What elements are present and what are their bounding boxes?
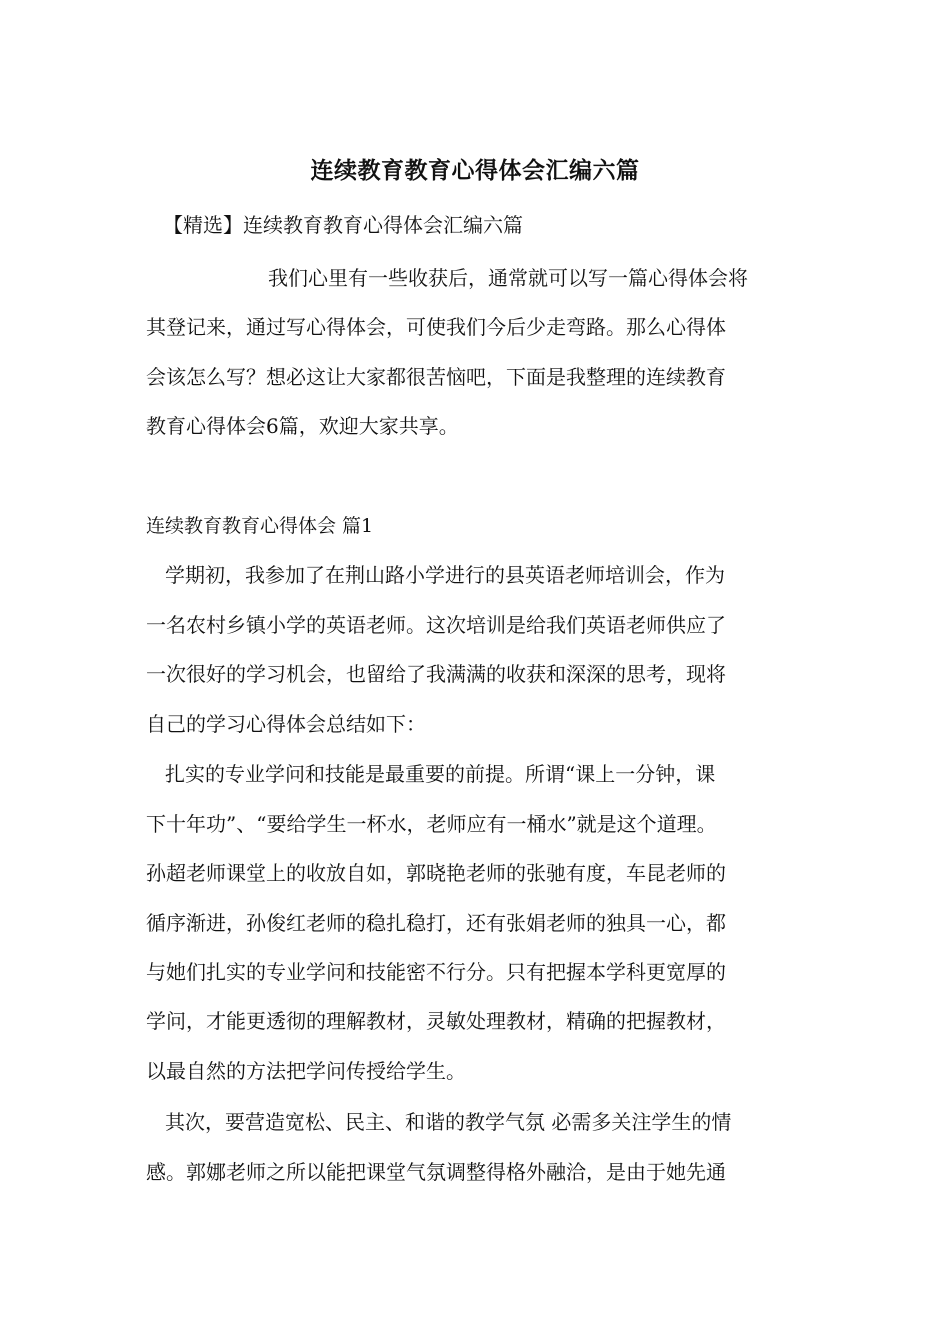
intro-line-2: 其登记来，通过写心得体会，可使我们今后少走弯路。那么心得体 <box>146 315 726 339</box>
body-line-7: 孙超老师课堂上的收放自如，郭晓艳老师的张驰有度，车昆老师的 <box>146 861 726 885</box>
document-subtitle: 【精选】连续教育教育心得体会汇编六篇 <box>163 213 523 237</box>
intro-line-3: 会该怎么写？想必这让大家都很苦恼吧，下面是我整理的连续教育 <box>146 365 726 389</box>
intro-line-1: 我们心里有一些收获后，通常就可以写一篇心得体会将 <box>268 266 748 290</box>
document-title: 连续教育教育心得体会汇编六篇 <box>310 158 640 184</box>
body-line-13: 感。郭娜老师之所以能把课堂气氛调整得格外融洽，是由于她先通 <box>146 1160 726 1184</box>
body-line-12: 其次，要营造宽松、民主、和谐的教学气氛 必需多关注学生的情 <box>165 1110 732 1134</box>
body-line-6: 下十年功”、“要给学生一杯水，老师应有一桶水”就是这个道理。 <box>146 812 717 836</box>
body-line-5: 扎实的专业学问和技能是最重要的前提。所谓“课上一分钟，课 <box>165 762 716 786</box>
body-line-8: 循序渐进，孙俊红老师的稳扎稳打，还有张娟老师的独具一心，都 <box>146 911 726 935</box>
body-line-3: 一次很好的学习机会，也留给了我满满的收获和深深的思考，现将 <box>146 662 726 686</box>
body-line-9: 与她们扎实的专业学问和技能密不行分。只有把握本学科更宽厚的 <box>146 960 726 984</box>
body-line-10: 学问，才能更透彻的理解教材，灵敏处理教材，精确的把握教材， <box>146 1009 726 1033</box>
body-line-11: 以最自然的方法把学问传授给学生。 <box>146 1059 466 1083</box>
body-line-2: 一名农村乡镇小学的英语老师。这次培训是给我们英语老师供应了 <box>146 613 726 637</box>
body-line-4: 自己的学习心得体会总结如下： <box>146 712 426 736</box>
body-line-1: 学期初，我参加了在荆山路小学进行的县英语老师培训会，作为 <box>165 563 725 587</box>
intro-line-4: 教育心得体会6篇，欢迎大家共享。 <box>146 414 459 438</box>
section-heading: 连续教育教育心得体会 篇1 <box>146 515 374 537</box>
